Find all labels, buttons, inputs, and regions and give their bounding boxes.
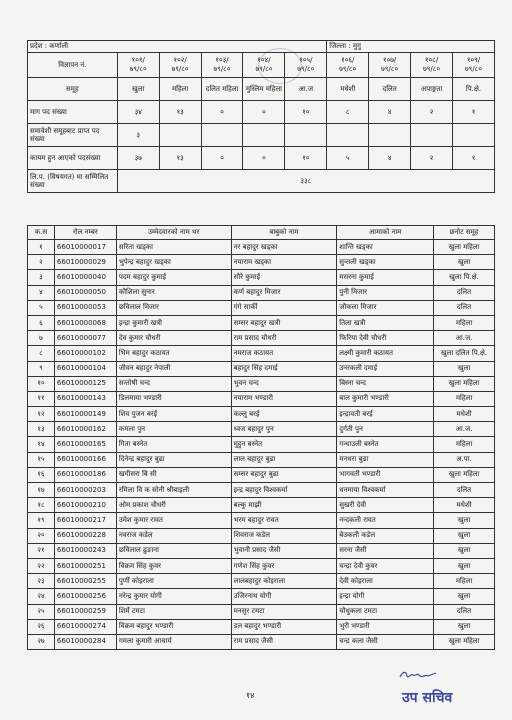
father-name: राम प्रसाद चौधरी [231,331,337,346]
roll-number: 66010000149 [54,407,116,422]
serial-number: ४ [28,285,55,300]
advert-number-line: १०९/ [466,55,481,64]
group-name: अपाङ्गता [411,78,453,101]
advert-number-line: १०८/ [424,55,439,64]
summary-value [327,124,369,147]
advert-number [159,53,201,78]
advert-number-line: १०२/ [173,55,187,64]
group-name: आ.ज [285,78,327,101]
roll-number: 66010000053 [54,300,116,315]
total-label: लि.प. (विषयगत) मा सम्मिलित संख्या [28,170,118,193]
selection-group: खुला [434,255,495,270]
advert-year-line: ७९/८० [171,65,189,73]
father-name: भरम बहादुर रावत [231,513,337,528]
summary-value: ० [201,101,243,124]
advert-number-line: १०१/ [131,55,145,64]
mother-name: शान्ति खड्का [337,240,434,255]
group-name: मुस्लिम महिला [243,78,285,101]
roll-number: 66010000186 [54,467,116,482]
roll-number: 66010000068 [54,315,116,330]
candidate-row [28,558,495,573]
column-header: क.स [28,226,55,240]
father-name: कर्ण बहादुर मिजार [231,285,337,300]
mother-name: भुरी भण्डारी [337,619,434,634]
candidate-row [28,346,495,361]
mother-name: सुखरी देवी [337,498,434,513]
father-name: ध्वज बहादुर पुन [231,422,337,437]
roll-number: 66010000017 [54,240,116,255]
group-name: दलित महिला [201,78,243,101]
advert-number [411,53,453,78]
father-name: भुवन चन्द [231,376,337,391]
roll-number: 66010000256 [54,589,116,604]
group-name: पि.क्षे. [453,78,495,101]
selection-group: खुला [434,528,495,543]
candidate-name: सन्तोषी चन्द [116,376,231,391]
serial-number: १९ [28,513,55,528]
total-row [28,170,495,193]
mother-name: धनमाया विश्वकर्मा [337,483,434,498]
serial-number: ५ [28,300,55,315]
mother-name: उनरकली दमाई [337,361,434,376]
candidate-name: छविलाल ढुङाना [116,543,231,558]
summary-value: ० [243,101,285,124]
advert-number-line: १०६/ [341,55,355,64]
mother-name: जौकला मिजार [337,300,434,315]
serial-number: २५ [28,604,55,619]
roll-number: 66010000165 [54,437,116,452]
advert-number-row [28,53,495,78]
group-row [28,78,495,101]
serial-number: ३ [28,270,55,285]
selection-group: खुला पि.क्षे. [434,270,495,285]
column-header: छनोट समूह [434,226,495,240]
group-name: खुला [117,78,159,101]
summary-value [243,124,285,147]
candidate-row [28,376,495,391]
summary-value: १ [453,101,495,124]
selection-group: महिला [434,437,495,452]
candidate-row [28,467,495,482]
selection-group: खुला महिला [434,240,495,255]
roll-number: 66010000274 [54,619,116,634]
summary-value: १० [285,147,327,170]
candidate-row [28,285,495,300]
candidate-row [28,543,495,558]
mother-name: मसरना कुमाई [337,270,434,285]
selection-group: अ.पा. [434,452,495,467]
candidate-name: सरिता खड्का [116,240,231,255]
group-name: दलित [369,78,411,101]
advert-number-line: १०७/ [383,55,397,64]
candidate-name: कौशिला सुनार [116,285,231,300]
mother-name: सुन्तली खड्का [337,255,434,270]
serial-number: १८ [28,498,55,513]
advert-number-line: १०४/ [257,55,271,64]
father-name: नयाराम खड्का [231,255,337,270]
candidate-row [28,255,495,270]
roll-number: 66010000217 [54,513,116,528]
candidate-row [28,498,495,513]
roll-number: 66010000203 [54,483,116,498]
serial-number: ८ [28,346,55,361]
candidate-row [28,634,495,649]
mother-name: बाल कुमारी भण्डारी [337,391,434,406]
selection-group: खुला दलित पि.क्षे. [434,346,495,361]
summary-row-label: समावेशी समूहबाट प्राप्त पद संख्या [28,124,118,147]
summary-table [27,40,495,193]
selection-group: दलित [434,285,495,300]
summary-value: ० [243,147,285,170]
father-name: डल बहादुर भण्डारी [231,619,337,634]
group-name: मधेशी [327,78,369,101]
mother-name: सरना जैसी [337,543,434,558]
advert-label: विज्ञापन नं. [28,53,118,78]
roll-number: 66010000029 [54,255,116,270]
candidate-name: शिव पुजन बरई [116,407,231,422]
advert-number [117,53,159,78]
selection-group: महिला [434,574,495,589]
candidate-row [28,315,495,330]
candidate-row [28,361,495,376]
father-name: बहादुर सिंह दमाई [231,361,337,376]
candidate-row [28,331,495,346]
selection-group: दलित [434,604,495,619]
selection-group: खुला [434,589,495,604]
roll-number: 66010000143 [54,391,116,406]
summary-row [28,101,495,124]
candidate-row [28,483,495,498]
selection-group: मधेशी [434,407,495,422]
serial-number: ६ [28,315,55,330]
advert-number [369,53,411,78]
candidate-row [28,574,495,589]
roll-number: 66010000050 [54,285,116,300]
candidate-row [28,589,495,604]
summary-value: १० [285,101,327,124]
roll-number: 66010000162 [54,422,116,437]
candidate-row [28,452,495,467]
father-name: बल्कु माझी [231,498,337,513]
mother-name: बेउकली कडेल [337,528,434,543]
header-row [28,226,495,240]
selection-group: खुला [434,543,495,558]
selection-group: महिला [434,315,495,330]
candidate-name: खगीसरा बि सी [116,467,231,482]
advert-year-line: ७९/८० [129,65,147,73]
advert-number [453,53,495,78]
summary-value: १ [453,147,495,170]
candidate-name: भिम बहादुर कठायत [116,346,231,361]
roll-number: 66010000125 [54,376,116,391]
column-header: उम्मेदवारको नाम थर [116,226,231,240]
mother-name: भागवती भण्डारी [337,467,434,482]
roll-number: 66010000040 [54,270,116,285]
advert-number-line: १०३/ [215,55,229,64]
father-name: लाल बहादुर बुढा [231,452,337,467]
roll-number: 66010000104 [54,361,116,376]
summary-value [411,124,453,147]
mother-name: बिस्ना चन्द [337,376,434,391]
candidate-name: गिता बस्नेत [116,437,231,452]
selection-group: दलित [434,300,495,315]
candidate-name: जीवन बहादुर नेपाली [116,361,231,376]
candidate-name: दिनेन्द्र बहादुर बुढा [116,452,231,467]
serial-number: २१ [28,543,55,558]
mother-name: फिरिया देवी चौधरी [337,331,434,346]
candidate-name: शिर्मे टमटा [116,604,231,619]
roll-number: 66010000259 [54,604,116,619]
selection-group: मधेशी [434,498,495,513]
advert-number [201,53,243,78]
summary-row [28,124,495,147]
advert-year-line: ७९/८० [213,65,231,73]
candidate-row [28,300,495,315]
summary-location-row [28,41,495,53]
mother-name: चन्द्रा देवी कुवर [337,558,434,573]
serial-number: २० [28,528,55,543]
father-name: मुहुन बस्नेत [231,437,337,452]
serial-number: ११ [28,391,55,406]
summary-value: ५ [327,147,369,170]
candidate-row [28,528,495,543]
advert-number [327,53,369,78]
summary-row-label: माग पद संख्या [28,101,118,124]
candidate-name: उमेश कुमार रावत [116,513,231,528]
mother-name: देवी कोइराला [337,574,434,589]
summary-value [285,124,327,147]
serial-number: १७ [28,483,55,498]
page-number: १४ [246,691,255,700]
father-name: भुवानी प्रसाद जैसी [231,543,337,558]
summary-value: २ [411,101,453,124]
roll-number: 66010000228 [54,528,116,543]
candidate-name: छविलाल मिजार [116,300,231,315]
serial-number: १० [28,376,55,391]
candidate-name: भुपेन्द्र बहादुर खड्का [116,255,231,270]
father-name: सम्सर बहादुर बुढा [231,467,337,482]
summary-value: ४ [369,147,411,170]
roll-number: 66010000166 [54,452,116,467]
mother-name: गन्धाउली बस्नेत [337,437,434,452]
father-name: सौरे कुमाई [231,270,337,285]
signature [398,669,438,681]
serial-number: ७ [28,331,55,346]
father-name: शिवराज कडेल [231,528,337,543]
mother-name: लक्ष्मी कुमारी कठायत [337,346,434,361]
selection-group: महिला [434,391,495,406]
roll-number: 66010000243 [54,543,116,558]
roll-number: 66010000255 [54,574,116,589]
selection-group: खुला महिला [434,467,495,482]
father-name: मनसुर टमटा [231,604,337,619]
candidate-name: पदम बहादुर कुमाई [116,270,231,285]
group-name: महिला [159,78,201,101]
serial-number: २४ [28,589,55,604]
roll-number: 66010000077 [54,331,116,346]
serial-number: २७ [28,634,55,649]
serial-number: ९ [28,361,55,376]
advert-number [243,53,285,78]
selection-group: आ.ज. [434,422,495,437]
summary-row [28,147,495,170]
summary-value [369,124,411,147]
summary-value: १३ [159,147,201,170]
mother-name: इन्द्रावती बरई [337,407,434,422]
candidate-name: विक्रम सिंह कुवर [116,558,231,573]
total-value: ३३८ [117,170,494,193]
column-header: रोल नम्बर [54,226,116,240]
province-label: प्रदेश : कर्णाली [28,41,327,53]
selection-group: दलित [434,483,495,498]
mother-name: पुनी मिजार [337,285,434,300]
advert-year-line: ७९/८० [255,65,273,73]
advert-year-line: ७९/८० [297,65,315,73]
roll-number: 66010000102 [54,346,116,361]
column-header: आमाको नाम [337,226,434,240]
summary-value: २ [411,147,453,170]
serial-number: २३ [28,574,55,589]
selection-group: खुला [434,558,495,573]
serial-number: १६ [28,467,55,482]
roll-number: 66010000210 [54,498,116,513]
candidate-row [28,270,495,285]
column-header: बाबुको नाम [231,226,337,240]
father-name: उजिरनाथ योगी [231,589,337,604]
candidate-name: नवराज कडेल [116,528,231,543]
mother-name: इन्द्रा योगी [337,589,434,604]
advert-number [285,53,327,78]
father-name: नमराज कठायत [231,346,337,361]
candidate-row [28,422,495,437]
summary-value: ८ [327,101,369,124]
serial-number: १२ [28,407,55,422]
summary-row-label: कायम हुन आएको पदसंख्या [28,147,118,170]
candidate-name: डिलमाया भण्डारी [116,391,231,406]
selection-group: खुला [434,361,495,376]
advert-year-line: ७९/८० [381,65,399,73]
father-name: लालबहादुर कोइराला [231,574,337,589]
candidate-name: ओम प्रकाश चौधरी [116,498,231,513]
advert-number-line: १०५/ [299,55,313,64]
summary-value: ३४ [117,101,159,124]
father-name: नयाराम भण्डारी [231,391,337,406]
mother-name: मनधरा बुढा [337,452,434,467]
advert-year-line: ७९/८० [423,65,441,73]
candidate-row [28,619,495,634]
summary-value: १३ [159,101,201,124]
selection-group: खुला महिला [434,634,495,649]
mother-name: दुर्गती पुन [337,422,434,437]
father-name: गणेश सिंह कुवर [231,558,337,573]
selection-group: आ.ज. [434,331,495,346]
candidate-name: रमिला वि क सोनी श्रीबाइली [116,483,231,498]
candidate-name: पुर्णी कोइराला [116,574,231,589]
summary-value: ३ [117,124,159,147]
candidate-row [28,513,495,528]
selection-group: खुला महिला [434,376,495,391]
candidate-name: नरेन्द्र कुमार योगी [116,589,231,604]
roll-number: 66010000284 [54,634,116,649]
candidate-name: विक्रम बहादुर भण्डारी [116,619,231,634]
selection-group: खुला [434,513,495,528]
candidate-row [28,437,495,452]
mother-name: तिला खत्री [337,315,434,330]
serial-number: १४ [28,437,55,452]
summary-value [453,124,495,147]
signer-title: उप सचिव [402,690,453,706]
serial-number: १३ [28,422,55,437]
father-name: कल्लु बरई [231,407,337,422]
serial-number: १ [28,240,55,255]
candidate-name: इन्द्रा कुमारी खत्री [116,315,231,330]
father-name: गंगे सार्की [231,300,337,315]
father-name: राम प्रसाद जैसी [231,634,337,649]
father-name: इन्द्र बहादुर विश्वकर्मा [231,483,337,498]
serial-number: २६ [28,619,55,634]
father-name: नर बहादुर खड्का [231,240,337,255]
mother-name: चौधुकला टमटा [337,604,434,619]
candidate-name: कमला पुन [116,422,231,437]
candidate-name: गमला कुमारी आचार्य [116,634,231,649]
summary-value: ३७ [117,147,159,170]
candidate-name: देव कुमार चौधरी [116,331,231,346]
summary-value [159,124,201,147]
candidate-row [28,240,495,255]
roll-number: 66010000251 [54,558,116,573]
summary-value: ० [201,147,243,170]
summary-value: ४ [369,101,411,124]
serial-number: १५ [28,452,55,467]
serial-number: २२ [28,558,55,573]
advert-year-line: ७९/८० [339,65,357,73]
candidate-row [28,407,495,422]
summary-value [201,124,243,147]
selection-group: खुला [434,619,495,634]
father-name: सम्सर बहादुर खत्री [231,315,337,330]
mother-name: नन्दकली रावत [337,513,434,528]
mother-name: चन्द्र कला जैसी [337,634,434,649]
district-label: जिल्ला : मुगु [327,41,495,53]
serial-number: २ [28,255,55,270]
candidate-table [27,225,495,650]
candidate-row [28,604,495,619]
group-label: समूह [28,78,118,101]
candidate-row [28,391,495,406]
advert-year-line: ७९/८० [465,65,482,73]
